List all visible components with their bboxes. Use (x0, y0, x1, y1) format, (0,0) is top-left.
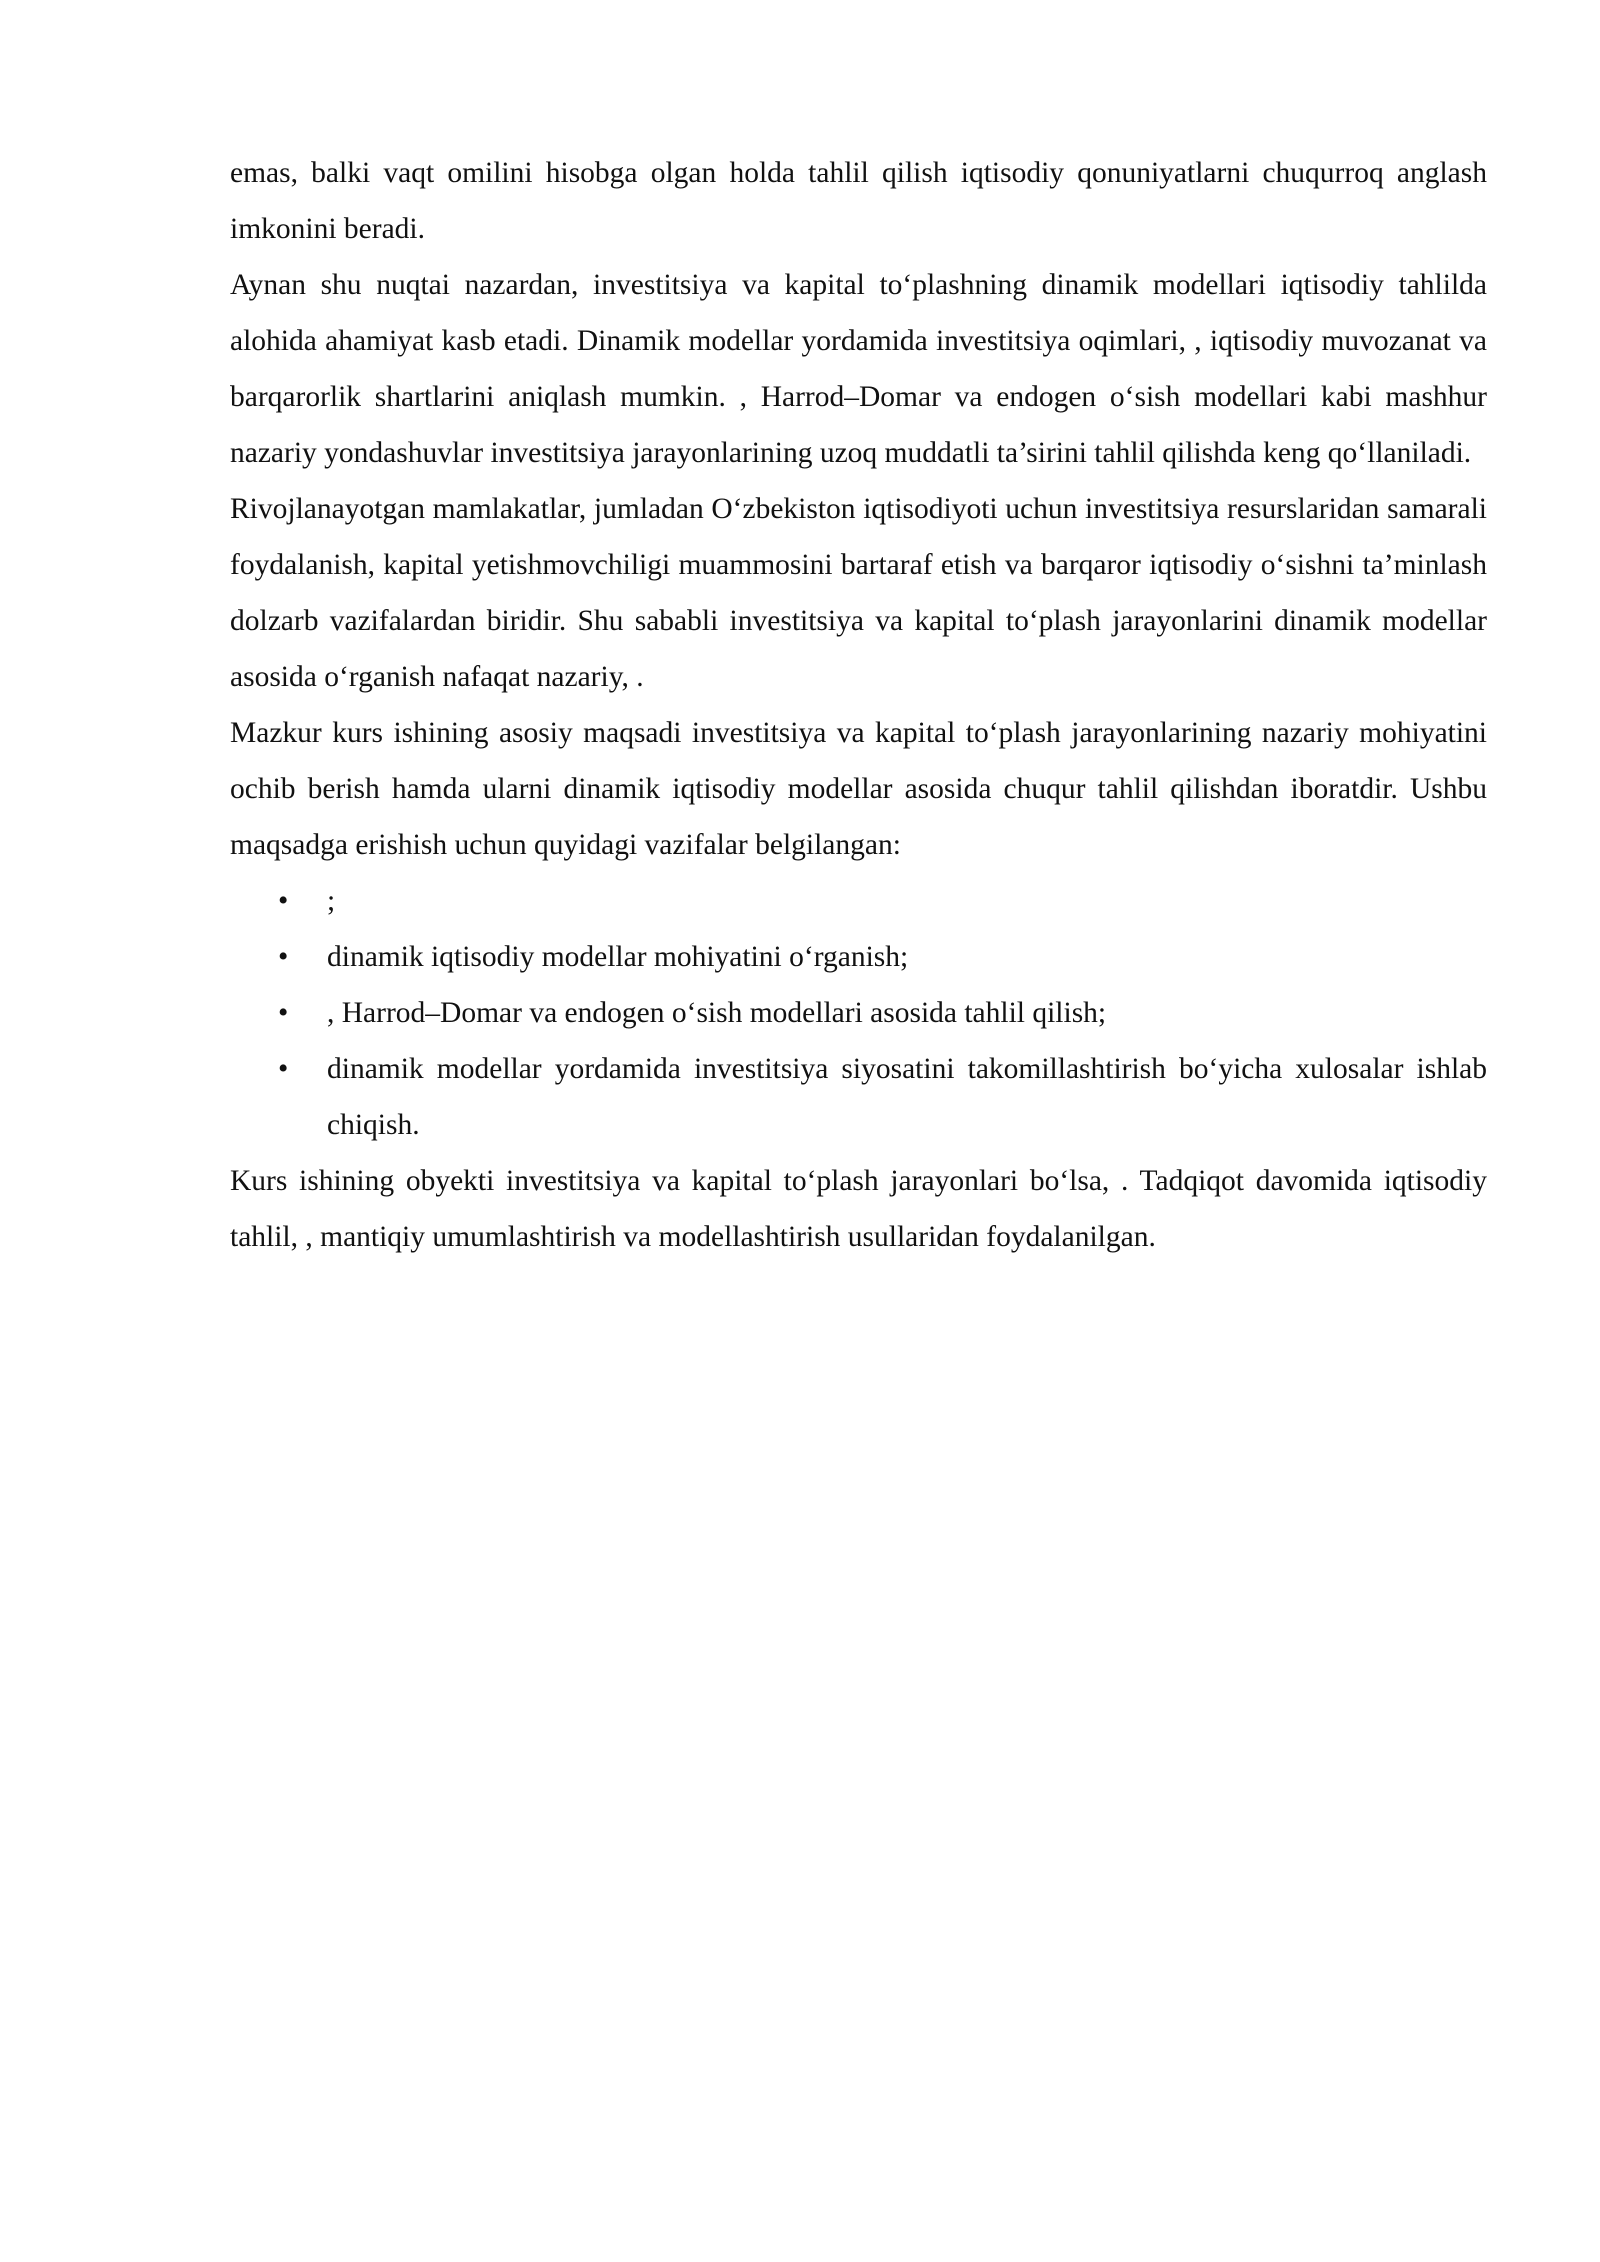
bullet-icon: • (278, 941, 289, 973)
paragraph-dynamic-models: Aynan shu nuqtai nazardan, investitsiya va kapital to‘plashning dinamik modellari iqtisodiy tahlilda alohida ahamiyat kasb etadi. Dinamik modellar yordamida investitsiya oqimlari, , iqtisodiy muvozanat va barqarorlik shartlarini aniqlash mumkin. , Harrod–Domar va endogen o‘sish modellari kabi mashhur nazariy yondashuvlar investitsiya jarayonlarining uzoq muddatli ta’sirini tahlil qilishda keng qo‘llaniladi. (230, 269, 1487, 469)
paragraph-developing-countries: Rivojlanayotgan mamlakatlar, jumladan O‘zbekiston iqtisodiyoti uchun investitsiya resurslaridan samarali foydalanish, kapital yetishmovchiligi muammosini bartaraf etish va barqaror iqtisodiy o‘sishni ta’minlash dolzarb vazifalardan biridir. Shu sababli investitsiya va kapital to‘plash jarayonlarini dinamik modellar asosida o‘rganish nafaqat nazariy, . (230, 493, 1487, 693)
bullet-icon: • (278, 997, 289, 1029)
document-body (230, 145, 1487, 1265)
list-item (230, 873, 1487, 929)
list-item-text: dinamik modellar yordamida investitsiya siyosatini takomillashtirish bo‘yicha xulosalar ishlab chiqish. (327, 1053, 1487, 1141)
list-item-text: ; (327, 885, 336, 917)
list-item-text: dinamik iqtisodiy modellar mohiyatini o‘rganish; (327, 941, 909, 973)
paragraph-research-object: Kurs ishining obyekti investitsiya va kapital to‘plash jarayonlari bo‘lsa, . Tadqiqot davomida iqtisodiy tahlil, , mantiqiy umumlashtirish va modellashtirish usullaridan foydalanilgan. (230, 1165, 1487, 1253)
bullet-icon: • (278, 1053, 289, 1085)
list-item (230, 1041, 1487, 1153)
tasks-list (230, 873, 1487, 1153)
paragraph-course-goal: Mazkur kurs ishining asosiy maqsadi investitsiya va kapital to‘plash jarayonlarining nazariy mohiyatini ochib berish hamda ularni dinamik iqtisodiy modellar asosida chuqur tahlil qilishdan iboratdir. Ushbu maqsadga erishish uchun quyidagi vazifalar belgilangan: (230, 717, 1487, 861)
list-item (230, 929, 1487, 985)
list-item (230, 985, 1487, 1041)
bullet-icon: • (278, 885, 289, 917)
list-item-text: , Harrod–Domar va endogen o‘sish modellari asosida tahlil qilish; (327, 997, 1107, 1029)
paragraph-continuation: emas, balki vaqt omilini hisobga olgan holda tahlil qilish iqtisodiy qonuniyatlarni chuqurroq anglash imkonini beradi. (230, 157, 1487, 245)
